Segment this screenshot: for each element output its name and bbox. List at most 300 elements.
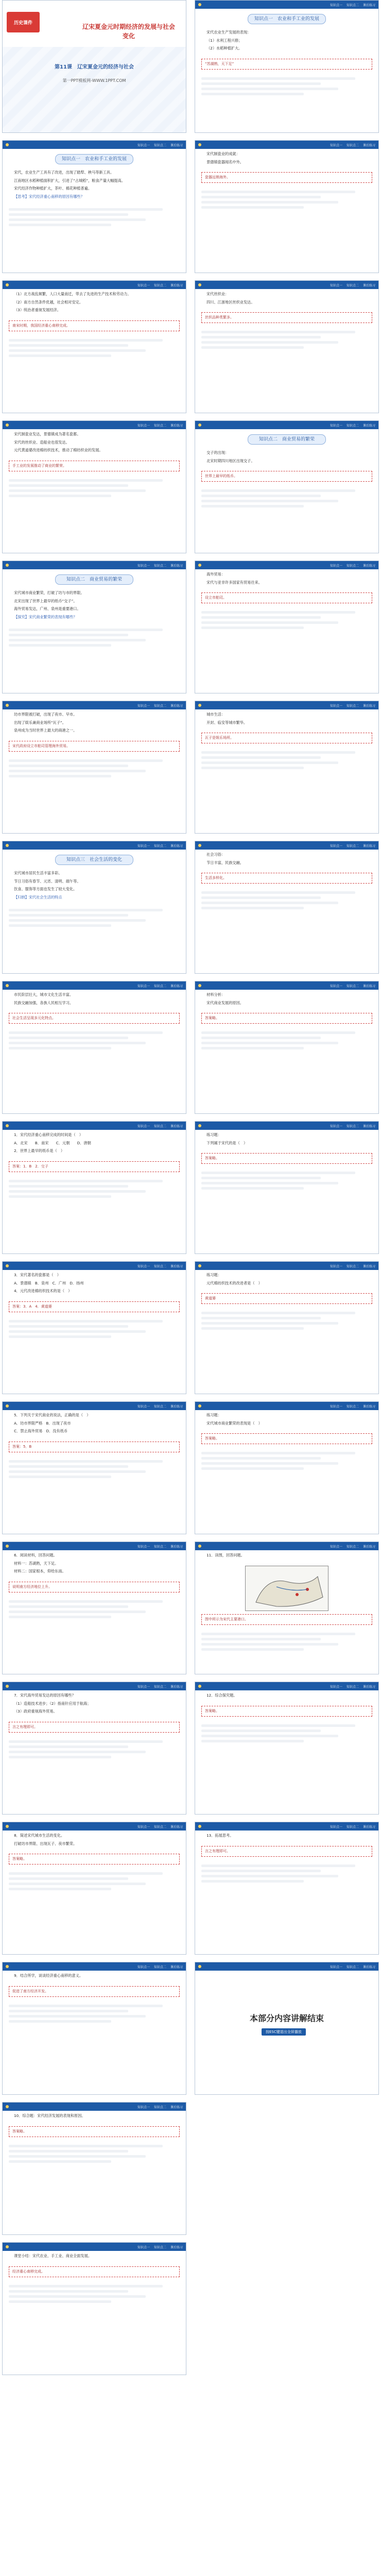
slide — [195, 1822, 379, 1955]
answer-box: 答案：1．B 2．交子 — [9, 1161, 180, 1172]
paragraph: 打破坊市界限、出现瓦子、夜市繁荣。 — [14, 1841, 77, 1846]
slide-nav-item[interactable]: 知识点二 — [153, 564, 166, 568]
filler-line — [9, 1756, 111, 1758]
slide — [2, 420, 186, 553]
slide-nav-item[interactable]: 课后练习 — [170, 1825, 183, 1829]
filler-lines — [195, 485, 378, 512]
slide-nav-item[interactable]: 知识点一 — [137, 1124, 150, 1128]
filler-line — [201, 1312, 355, 1314]
slide-nav-item[interactable]: 课后练习 — [362, 283, 375, 287]
slide-top-bar — [3, 1962, 186, 1971]
filler-line — [9, 1335, 111, 1338]
slide-nav-item[interactable]: 课后练习 — [362, 844, 375, 848]
slide-nav-item[interactable]: 知识点一 — [137, 143, 150, 147]
filler-line — [9, 2015, 146, 2018]
filler-line — [201, 1740, 304, 1742]
slide-nav-item[interactable]: 知识点二 — [346, 1685, 359, 1689]
slide-nav — [137, 2245, 183, 2249]
question: 【归纳】宋代社会生活的特点 — [14, 894, 62, 900]
paragraph: 宋代，农业生产工具有了改进，出现了踏犁、秧马等新工具。 — [14, 170, 114, 175]
filler-line — [201, 77, 355, 80]
filler-line — [9, 1460, 163, 1463]
slide-body — [195, 990, 378, 1010]
bullet-icon — [198, 1685, 201, 1688]
paragraph: 4．元代改进棉纺织技术的是（ ） — [14, 1289, 72, 1293]
slide-nav-item[interactable]: 知识点一 — [137, 1404, 150, 1409]
cover-subtitle: 第11课 辽宋夏金元的经济与社会 — [55, 64, 134, 70]
slide — [195, 1401, 379, 1534]
slide-top-bar — [195, 701, 378, 709]
slide-nav — [330, 3, 375, 7]
slide-nav-item[interactable]: 课后练习 — [362, 704, 375, 708]
slide-nav-item[interactable]: 知识点一 — [330, 984, 342, 988]
filler-line — [9, 634, 128, 636]
slide-nav — [330, 843, 375, 848]
slide — [195, 0, 379, 133]
slide-nav-item[interactable]: 课后练习 — [170, 1124, 183, 1128]
slide-nav-item[interactable]: 课后练习 — [170, 844, 183, 848]
slide-top-bar — [195, 1962, 378, 1971]
slide-nav-item[interactable]: 知识点一 — [330, 1965, 342, 1969]
filler-line — [201, 1047, 304, 1049]
slide-nav-item[interactable]: 知识点二 — [346, 3, 359, 7]
slide-nav-item[interactable]: 课后练习 — [362, 1685, 375, 1689]
slide-nav-item[interactable]: 知识点二 — [153, 1264, 166, 1268]
slide-nav-item[interactable]: 知识点一 — [330, 1404, 342, 1409]
filler-line — [201, 346, 304, 349]
bullet-icon — [6, 2105, 9, 2108]
slide-top-bar — [3, 421, 186, 429]
filler-lines — [195, 1027, 378, 1054]
filler-line — [201, 1317, 321, 1319]
slide-body — [3, 1971, 186, 1983]
bullet-icon — [198, 564, 201, 567]
slide-top-bar — [3, 281, 186, 289]
filler-line — [201, 1172, 355, 1174]
filler-line — [9, 495, 111, 497]
paragraph: 6．阅读材料，回答问题。 — [14, 1553, 57, 1557]
filler-line — [9, 1476, 111, 1478]
slide-nav-item[interactable]: 知识点一 — [330, 1685, 342, 1689]
slide-nav-item[interactable]: 知识点二 — [153, 2245, 166, 2249]
filler-line — [201, 82, 321, 85]
slide-top-bar — [195, 1122, 378, 1130]
slide-body — [195, 149, 378, 169]
slide-body — [3, 990, 186, 1010]
filler-line — [9, 770, 146, 772]
filler-line — [201, 1865, 355, 1867]
slide-top-bar — [195, 1262, 378, 1270]
filler-lines — [195, 1860, 378, 1887]
filler-line — [201, 1648, 304, 1651]
filler-line — [9, 914, 128, 917]
slide-nav-item[interactable]: 课后练习 — [362, 1404, 375, 1409]
slide-nav-item[interactable]: 知识点二 — [346, 1825, 359, 1829]
slide-nav-item[interactable]: 知识点二 — [346, 564, 359, 568]
slide-top-bar — [195, 841, 378, 850]
slide-nav-item[interactable]: 课后练习 — [362, 984, 375, 988]
slide-body — [3, 1831, 186, 1851]
slide-nav-item[interactable]: 课后练习 — [362, 143, 375, 147]
slide — [2, 2102, 186, 2235]
paragraph: 宋代经济作物种植扩大，茶叶、棉花种植普遍。 — [14, 186, 92, 191]
paragraph: （3）政府重视海外贸易。 — [14, 1709, 57, 1714]
bullet-icon — [6, 704, 9, 707]
slide-nav-item[interactable]: 知识点一 — [330, 844, 342, 848]
filler-line — [9, 1042, 146, 1044]
slide-nav-item[interactable]: 课后练习 — [170, 143, 183, 147]
slide-nav-item[interactable]: 知识点一 — [137, 704, 150, 708]
bullet-icon — [6, 2245, 9, 2248]
filler-line — [201, 1182, 338, 1184]
slide-body — [195, 709, 378, 730]
slide-nav-item[interactable]: 知识点一 — [137, 844, 150, 848]
slide-nav-item[interactable]: 知识点一 — [330, 283, 342, 287]
filler-line — [9, 224, 111, 226]
filler-line — [9, 644, 111, 647]
filler-line — [9, 1611, 146, 1613]
slide-nav — [330, 1404, 375, 1409]
bullet-icon — [6, 143, 9, 146]
slide — [195, 140, 379, 273]
bullet-icon — [6, 984, 9, 987]
filler-line — [201, 891, 355, 894]
cover-background — [3, 47, 186, 133]
slide-nav-item[interactable]: 知识点一 — [330, 1264, 342, 1268]
filler-line — [9, 1185, 128, 1188]
slide-nav-item[interactable]: 知识点一 — [330, 143, 342, 147]
slide-nav-item[interactable]: 课后练习 — [170, 1404, 183, 1409]
filler-line — [9, 775, 111, 777]
slide-nav-item[interactable]: 课后练习 — [170, 2245, 183, 2249]
filler-line — [9, 208, 163, 211]
slide-nav-item[interactable]: 课后练习 — [170, 704, 183, 708]
slide-body — [3, 868, 186, 904]
paragraph: 元代黄道婆改进棉纺织技术，推动了棉纺织业的发展。 — [14, 448, 103, 452]
filler-lines — [195, 1720, 378, 1747]
filler-lines — [3, 1455, 186, 1483]
cover-logo: 历史课件 — [7, 12, 40, 32]
filler-line — [201, 1467, 304, 1470]
paragraph: 2．世界上最早的纸币是（ ） — [14, 1148, 65, 1153]
filler-line — [201, 902, 338, 904]
slide — [195, 841, 379, 974]
filler-line — [201, 621, 338, 624]
filler-line — [9, 765, 128, 767]
section-title: 知识点一 农业和手工业的发展 — [248, 14, 326, 24]
slide — [195, 1682, 379, 1815]
slide-nav-item[interactable]: 知识点二 — [153, 1685, 166, 1689]
slide-top-bar — [195, 981, 378, 990]
slide-nav-item[interactable]: 知识点二 — [153, 423, 166, 428]
filler-line — [9, 1751, 146, 1753]
slide-nav-item[interactable]: 知识点二 — [153, 283, 166, 287]
answer-box: 社会生活呈现多元化特点。 — [9, 1013, 180, 1024]
slide-body — [3, 1410, 186, 1438]
bullet-icon — [6, 844, 9, 847]
slide — [2, 2242, 186, 2375]
slide — [2, 1121, 186, 1254]
paragraph: （1）水利工程兴修； — [206, 38, 243, 43]
slide-nav-item[interactable]: 知识点一 — [330, 1825, 342, 1829]
slide-nav-item[interactable]: 知识点一 — [330, 1124, 342, 1128]
slide-nav-item[interactable]: 课后练习 — [170, 564, 183, 568]
filler-line — [201, 1643, 338, 1646]
slide — [195, 561, 379, 693]
paragraph: （1）造船技术进步；（2）指南针应用于航海； — [14, 1701, 91, 1706]
paragraph: 宋代城市居民生活丰富多彩。 — [14, 871, 62, 875]
slide-nav-item[interactable]: 知识点一 — [330, 564, 342, 568]
filler-line — [201, 1735, 338, 1737]
slide-nav-item[interactable]: 课后练习 — [362, 423, 375, 428]
paragraph: 泉州成为当时世界上最大的商港之一。 — [14, 728, 77, 733]
section-title: 知识点一 农业和手工业的发展 — [55, 154, 133, 164]
paragraph: 10．综合题：宋代经济发展的表现和原因。 — [14, 2113, 85, 2118]
slide-nav-item[interactable]: 知识点一 — [137, 1825, 150, 1829]
filler-line — [9, 218, 146, 221]
bullet-icon — [6, 564, 9, 567]
slide-nav-item[interactable]: 知识点一 — [137, 283, 150, 287]
filler-line — [9, 2295, 146, 2298]
slide-nav-item[interactable]: 课后练习 — [362, 1264, 375, 1268]
slide-nav-item[interactable]: 知识点一 — [137, 423, 150, 428]
paragraph: 开封、临安等城市繁华。 — [206, 720, 248, 725]
filler-lines — [195, 1307, 378, 1334]
filler-line — [9, 919, 146, 922]
slide-top-bar — [3, 561, 186, 569]
paragraph: 北宋时期四川地区出现交子。 — [206, 458, 255, 463]
slide-body — [3, 709, 186, 738]
filler-line — [9, 2155, 146, 2158]
filler-line — [201, 206, 304, 209]
slide-nav — [330, 1824, 375, 1829]
slide-nav — [137, 703, 183, 708]
slide-nav-item[interactable]: 课后练习 — [362, 1825, 375, 1829]
paragraph: 8．简述宋代城市生活的变化。 — [14, 1833, 65, 1838]
slide-nav — [330, 1264, 375, 1268]
bullet-icon — [198, 423, 201, 427]
slide-nav-item[interactable]: 知识点一 — [137, 1685, 150, 1689]
paragraph: （2）南方自然条件优越，社会相对安定。 — [14, 299, 83, 304]
filler-line — [201, 1042, 338, 1044]
slide-top-bar — [3, 2103, 186, 2111]
paragraph: 13．拓展思考。 — [206, 1833, 234, 1838]
slide-nav — [137, 1964, 183, 1969]
slide-nav-item[interactable]: 知识点一 — [137, 984, 150, 988]
filler-lines — [195, 326, 378, 353]
filler-lines — [195, 1167, 378, 1194]
slide-nav-item[interactable]: 课后练习 — [170, 1685, 183, 1689]
slide-nav-item[interactable]: 知识点二 — [153, 984, 166, 988]
slide — [2, 1682, 186, 1815]
slide-nav-item[interactable]: 知识点一 — [137, 1965, 150, 1969]
filler-line — [201, 1187, 304, 1190]
slide-nav-item[interactable]: 知识点二 — [153, 704, 166, 708]
slide-nav-item[interactable]: 知识点一 — [137, 2245, 150, 2249]
bullet-icon — [6, 1685, 9, 1688]
slide-top-bar — [3, 2243, 186, 2251]
slide-nav-item[interactable]: 课后练习 — [170, 1965, 183, 1969]
slide-body — [3, 1270, 186, 1298]
paragraph: 宋代农业生产发展的表现： — [206, 30, 251, 35]
slide-nav-item[interactable]: 课后练习 — [170, 1264, 183, 1268]
slide — [2, 561, 186, 693]
slide-nav-item[interactable]: 知识点一 — [330, 1545, 342, 1549]
slide-nav-item[interactable]: 知识点二 — [153, 1124, 166, 1128]
filler-line — [9, 629, 163, 631]
slide-nav-item[interactable]: 知识点二 — [346, 1264, 359, 1268]
slide-nav-item[interactable]: 课后练习 — [362, 1965, 375, 1969]
slide-nav-item[interactable]: 课后练习 — [170, 283, 183, 287]
slide-body — [195, 289, 378, 309]
filler-line — [201, 88, 338, 90]
bullet-icon — [6, 1124, 9, 1127]
paragraph: 宋代丝织业： — [206, 292, 229, 296]
slide-body — [3, 1130, 186, 1158]
slide-nav-item[interactable]: 知识点二 — [153, 2105, 166, 2109]
slide-nav-item[interactable]: 知识点二 — [346, 143, 359, 147]
slide-top-bar — [3, 981, 186, 990]
paragraph: 节日习俗有春节、元宵、清明、端午等。 — [14, 878, 81, 884]
slide-nav-item[interactable]: 知识点一 — [137, 2105, 150, 2109]
paragraph: 宋代商业发展的原因。 — [206, 1000, 244, 1005]
slide-nav — [137, 563, 183, 568]
filler-line — [9, 354, 111, 357]
filler-line — [9, 924, 111, 927]
filler-line — [201, 1327, 304, 1330]
filler-line — [9, 344, 128, 347]
slide-nav-item[interactable]: 知识点二 — [346, 283, 359, 287]
slide-body — [3, 2111, 186, 2123]
paragraph: A．坊市界限严格 B．出现了夜市 — [14, 1420, 71, 1426]
filler-lines — [195, 887, 378, 914]
slide-nav-item[interactable]: 课后练习 — [170, 984, 183, 988]
slide-top-bar — [3, 1262, 186, 1270]
filler-line — [201, 1633, 355, 1635]
slide-nav-item[interactable]: 知识点二 — [153, 143, 166, 147]
slide-top-bar — [3, 1402, 186, 1410]
slide-body — [195, 1690, 378, 1703]
slide — [195, 420, 379, 553]
slide-nav-item[interactable]: 知识点二 — [346, 704, 359, 708]
slide-nav-item[interactable]: 知识点一 — [330, 423, 342, 428]
slide-nav-item[interactable]: 知识点二 — [346, 1965, 359, 1969]
slide-nav-item[interactable]: 课后练习 — [170, 1545, 183, 1549]
slide-nav-item[interactable]: 知识点一 — [330, 3, 342, 7]
slide-top-bar — [3, 1682, 186, 1690]
slide-nav — [330, 1124, 375, 1128]
filler-lines — [3, 334, 186, 362]
paragraph: 练习题： — [206, 1132, 221, 1137]
answer-box: 手工业的发展推动了商业的繁荣。 — [9, 461, 180, 471]
filler-lines — [3, 1596, 186, 1623]
map-image — [245, 1566, 328, 1611]
slide-nav-item[interactable]: 知识点一 — [137, 1264, 150, 1268]
bullet-icon — [198, 1124, 201, 1127]
slide — [2, 280, 186, 413]
slide-nav-item[interactable]: 知识点二 — [153, 1825, 166, 1829]
slide-nav-item[interactable]: 知识点二 — [153, 1545, 166, 1549]
slide-nav-item[interactable]: 知识点一 — [330, 704, 342, 708]
slide-nav-item[interactable]: 知识点二 — [153, 844, 166, 848]
filler-line — [201, 1177, 321, 1179]
slide-nav-item[interactable]: 知识点二 — [346, 844, 359, 848]
slide-body — [3, 2251, 186, 2263]
paragraph: 宋代制瓷业的成就： — [206, 151, 240, 156]
filler-lines — [3, 2000, 186, 2027]
slide-nav-item[interactable]: 课后练习 — [170, 423, 183, 428]
slide — [2, 1401, 186, 1534]
section-title: 知识点二 商业贸易的繁荣 — [248, 434, 326, 445]
filler-line — [201, 1452, 355, 1454]
filler-lines — [195, 606, 378, 634]
filler-lines — [195, 186, 378, 213]
filler-line — [201, 1724, 355, 1727]
slide-nav-item[interactable]: 课后练习 — [170, 2105, 183, 2109]
filler-lines — [3, 1868, 186, 1895]
slide-nav-item[interactable]: 知识点二 — [153, 1965, 166, 1969]
paragraph: 宋代制瓷业发达，景德镇成为著名瓷都。 — [14, 432, 81, 436]
slide-nav — [137, 1824, 183, 1829]
paragraph: 海外贸易： — [206, 572, 226, 577]
slide-nav-item[interactable]: 知识点一 — [137, 564, 150, 568]
slide-nav-item[interactable]: 课后练习 — [362, 1545, 375, 1549]
filler-line — [9, 1745, 128, 1748]
filler-line — [9, 1047, 111, 1049]
slide-nav-item[interactable]: 知识点二 — [346, 1545, 359, 1549]
answer-box: 生活多样化。 — [201, 873, 372, 884]
filler-line — [9, 2150, 128, 2153]
paragraph: 下列属于宋代的是（ ） — [206, 1140, 248, 1145]
filler-lines — [3, 1027, 186, 1054]
filler-line — [9, 639, 146, 641]
filler-line — [201, 93, 304, 95]
slide-nav-item[interactable]: 知识点二 — [346, 423, 359, 428]
paragraph: 民族交融加强，各族人民相互学习。 — [14, 1000, 74, 1005]
filler-line — [201, 489, 355, 492]
filler-line — [201, 611, 355, 614]
filler-lines — [3, 755, 186, 782]
slide-nav-item[interactable]: 知识点二 — [153, 1404, 166, 1409]
paragraph: 饮食、服饰等方面也发生了较大变化。 — [14, 887, 77, 891]
filler-line — [9, 2160, 111, 2163]
slide — [2, 1541, 186, 1674]
question: 【思考】宋代经济重心南移的原因有哪些？ — [14, 194, 84, 199]
slide-nav-item[interactable]: 课后练习 — [362, 1124, 375, 1128]
filler-line — [201, 1730, 321, 1732]
filler-line — [9, 1195, 111, 1198]
slide-nav — [330, 984, 375, 988]
cover-slide — [2, 0, 186, 133]
bullet-icon — [198, 984, 201, 987]
filler-line — [9, 484, 128, 487]
slide-nav — [330, 143, 375, 147]
filler-line — [9, 1330, 146, 1333]
filler-lines — [3, 1175, 186, 1202]
slide-nav-item[interactable]: 知识点二 — [346, 1404, 359, 1409]
right-column — [195, 0, 379, 2102]
slide-nav-item[interactable]: 课后练习 — [362, 3, 375, 7]
slide-nav-item[interactable]: 课后练习 — [362, 564, 375, 568]
slide-nav-item[interactable]: 知识点二 — [346, 1124, 359, 1128]
slide-nav-item[interactable]: 知识点一 — [137, 1545, 150, 1549]
paragraph: 市民阶层壮大，城市文化生活丰富。 — [14, 992, 74, 997]
slide-nav — [137, 1684, 183, 1689]
filler-line — [9, 2290, 128, 2293]
answer-box: 答案：3．A 4．黄道婆 — [9, 1301, 180, 1312]
slide-nav-item[interactable]: 知识点二 — [346, 984, 359, 988]
bullet-icon — [198, 844, 201, 847]
